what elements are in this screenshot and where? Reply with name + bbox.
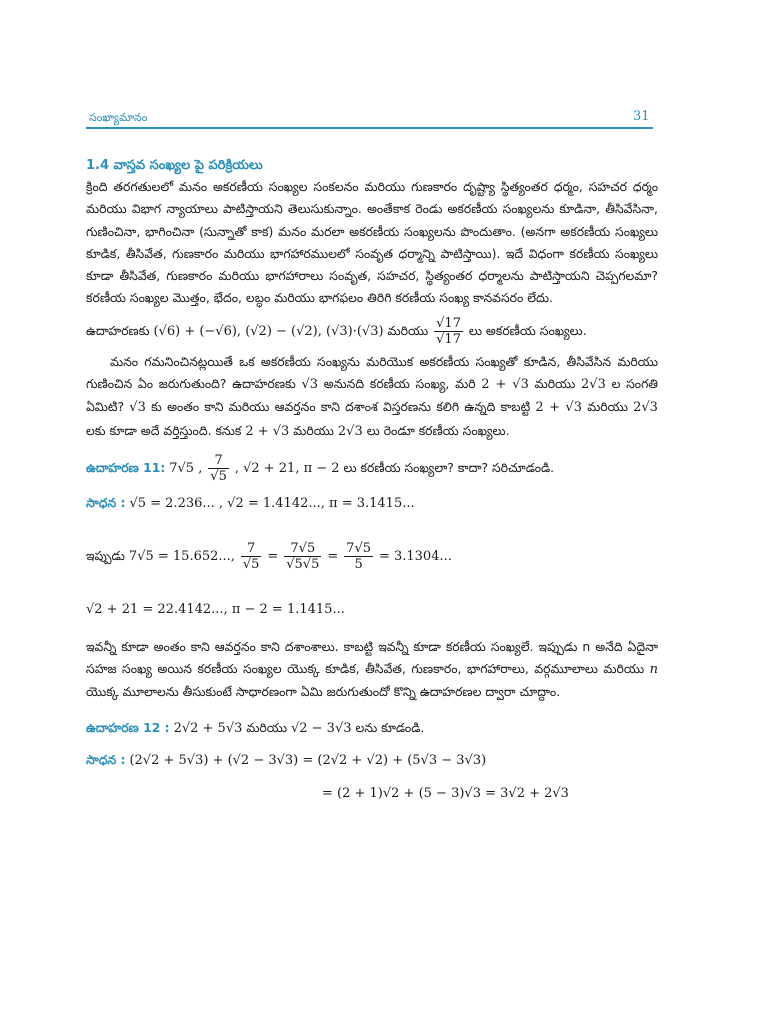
p2-text: లు రెండూ కరణీయ సంఖ్యలు. <box>366 422 510 438</box>
p2-math: 2√3 <box>581 377 606 393</box>
section-title: 1.4 వాస్తవ సంఖ్యల పై పరిక్రియలు <box>86 158 263 173</box>
paragraph-3 <box>86 636 658 704</box>
fraction-denominator: √5 <box>210 468 227 484</box>
paragraph-2 <box>86 351 658 443</box>
example-12-math: 2√2 + 5√3 <box>173 721 243 737</box>
example-line <box>86 316 658 347</box>
equals-sign: = <box>267 549 279 565</box>
p2-text: మరియు <box>293 422 334 438</box>
fraction-denominator: √17 <box>436 331 461 347</box>
fraction-numerator: √17 <box>436 315 461 331</box>
solution-11-label: సాధన : <box>86 494 126 510</box>
example-12-and: మరియు <box>246 720 288 736</box>
p2-math: 2 + √3 <box>245 423 290 439</box>
page-number: 31 <box>633 109 650 124</box>
example-fraction <box>434 316 463 347</box>
solution-12-line-1 <box>86 749 658 772</box>
fraction-denominator: √5√5 <box>286 557 320 573</box>
p2-math: 2 + √3 <box>535 400 582 416</box>
solution-11-math: = 3.1304... <box>378 549 452 565</box>
header-rule <box>86 127 653 129</box>
page-content <box>86 156 658 805</box>
solution-11-line-3 <box>86 598 658 621</box>
fraction-denominator: 5 <box>354 557 363 573</box>
solution-11-math: √5 = 2.236... , √2 = 1.4142..., π = 3.1415... <box>129 495 415 511</box>
example-12 <box>86 717 658 740</box>
p2-text: మరియు <box>534 376 576 392</box>
header-label: సంఖ్యామానం <box>89 111 148 124</box>
example-11-fraction <box>208 453 229 484</box>
p2-text: లకు కూడా అదే వర్తిస్తుంది. కనుక <box>86 422 242 438</box>
fraction-numerator: 7 <box>241 541 262 557</box>
solution-11-now: ఇప్పుడు <box>86 548 125 564</box>
fraction-numerator: 7 <box>208 453 229 469</box>
p2-math: 2√3 <box>337 423 363 439</box>
example-11-text: లు కరణీయ సంఖ్యలా? కాదా? సరిచూడండి. <box>343 459 555 475</box>
fraction-denominator: √5 <box>242 557 260 573</box>
equals-sign: = <box>327 549 339 565</box>
solution-11-fraction-1 <box>241 541 262 572</box>
p3-variable: n <box>649 661 658 677</box>
solution-11-fraction-2 <box>284 541 321 572</box>
p2-text: మరియు <box>587 399 628 415</box>
example-12-label: ఉదాహరణ 12 : <box>86 720 170 736</box>
p2-math: √3 <box>129 400 146 416</box>
fraction-numerator: 7√5 <box>346 541 371 557</box>
p2-math: 2 + √3 <box>481 377 529 393</box>
p2-text: మనం గమనించినట్లయితే ఒక అకరణీయ సంఖ్యను మరియొక అకరణీయ సంఖ్యతో కూడిన, తీసివేసిన మరియు గుణించిన ఏం జరుగుతుంది? ఉదాహరణకు <box>86 353 658 392</box>
example-11-math: , √2 + 21, π − 2 <box>234 460 340 476</box>
solution-12-line-2 <box>86 782 658 805</box>
solution-12-math: = (2 + 1)√2 + (5 − 3)√3 = 3√2 + 2√3 <box>322 786 569 802</box>
p2-math: 2√3 <box>633 400 658 416</box>
example-prefix: ఉదాహరణకు <box>86 322 150 338</box>
p2-text: ల సంగతి ఏమిటి? <box>86 376 658 415</box>
example-11-label: ఉదాహరణ 11: <box>86 459 166 475</box>
p3-text: ఇవన్నీ కూడా అంతం కాని ఆవర్తనం కాని దశాంశాలు. కాబట్టి ఇవన్నీ కూడా కరణీయ సంఖ్యలే. ఇప్పుడు n అనేది ఏదైనా సహజ సంఖ్య అయిన కరణీయ సంఖ్యల యొక్క కూడిక, తీసివేత, గుణకారం, భాగహారాలు, వర్గమూలాలు మరియు <box>86 638 658 676</box>
example-12-math: √2 − 3√3 <box>290 721 352 737</box>
p3-text: యొక్క మూలాలను తీసుకుంటే సాధారణంగా ఏమి జరుగుతుందో కొన్ని ఉదాహరణల ద్వారా చూద్దాం. <box>86 684 561 700</box>
example-11 <box>86 453 658 484</box>
example-suffix: లు అకరణీయ సంఖ్యలు. <box>468 322 587 338</box>
solution-12-label: సాధన : <box>86 751 126 767</box>
p2-math: √3 <box>301 377 319 393</box>
solution-12-math: (2√2 + 5√3) + (√2 − 3√3) = (2√2 + √2) + (5√3 − 3√3) <box>129 752 487 768</box>
example-11-math: 7√5 , <box>169 460 203 476</box>
p2-text: కు అంతం కాని మరియు ఆవర్తనం కాని దశాంశ విస్తరణను కలిగి ఉన్నది కాబట్టి <box>151 399 531 415</box>
intro-paragraph: క్రింది తరగతులలో మనం అకరణీయ సంఖ్యల సంకలనం మరియు గుణకారం దృష్ట్యా స్థిత్యంతర ధర్మం, సహచర ధర్మం మరియు విభాగ న్యాయాలు పాటిస్తాయని తెలుసుకున్నాం. అంతేకాక రెండు అకరణీయ సంఖ్యలను కూడినా, తీసివేసినా, గుణించినా, భాగించినా (సున్నాతో కాక) మనం మరలా అకరణీయ సంఖ్యలను పొందుతాం. (అనగా అకరణీయ సంఖ్యలు కూడిక, తీసివేత, గుణకారం మరియు భాగహారములలో సంవృత ధర్మాన్ని పాటిస్తాయి). ఇదే విధంగా కరణీయ సంఖ్యలు కూడా తీసివేత, గుణకారం మరియు భాగహారాలు సంవృత, సహచర, స్థిత్యంతర ధర్మాలను పాటిస్తాయని చెప్పగలమా? కరణీయ సంఖ్యల మొత్తం, భేదం, లబ్ధం మరియు భాగఫలం తిరిగి కరణీయ సంఖ్య కానవసరం లేదు. <box>86 179 658 306</box>
example-and: మరియు <box>387 322 429 338</box>
fraction-numerator: 7√5 <box>284 541 321 557</box>
solution-11-math: 7√5 = 15.652..., <box>128 549 235 565</box>
solution-11-fraction-3 <box>344 541 373 572</box>
p2-text: అనునది కరణీయ సంఖ్య, మరి <box>323 376 476 392</box>
solution-11-math: √2 + 21 = 22.4142..., π − 2 = 1.1415... <box>86 602 345 618</box>
solution-11-line-1 <box>86 492 658 515</box>
example-math: (√6) + (−√6), (√2) − (√2), (√3)·(√3) <box>153 323 384 339</box>
example-12-text: లను కూడండి. <box>355 720 425 736</box>
solution-11-line-2 <box>86 541 658 572</box>
